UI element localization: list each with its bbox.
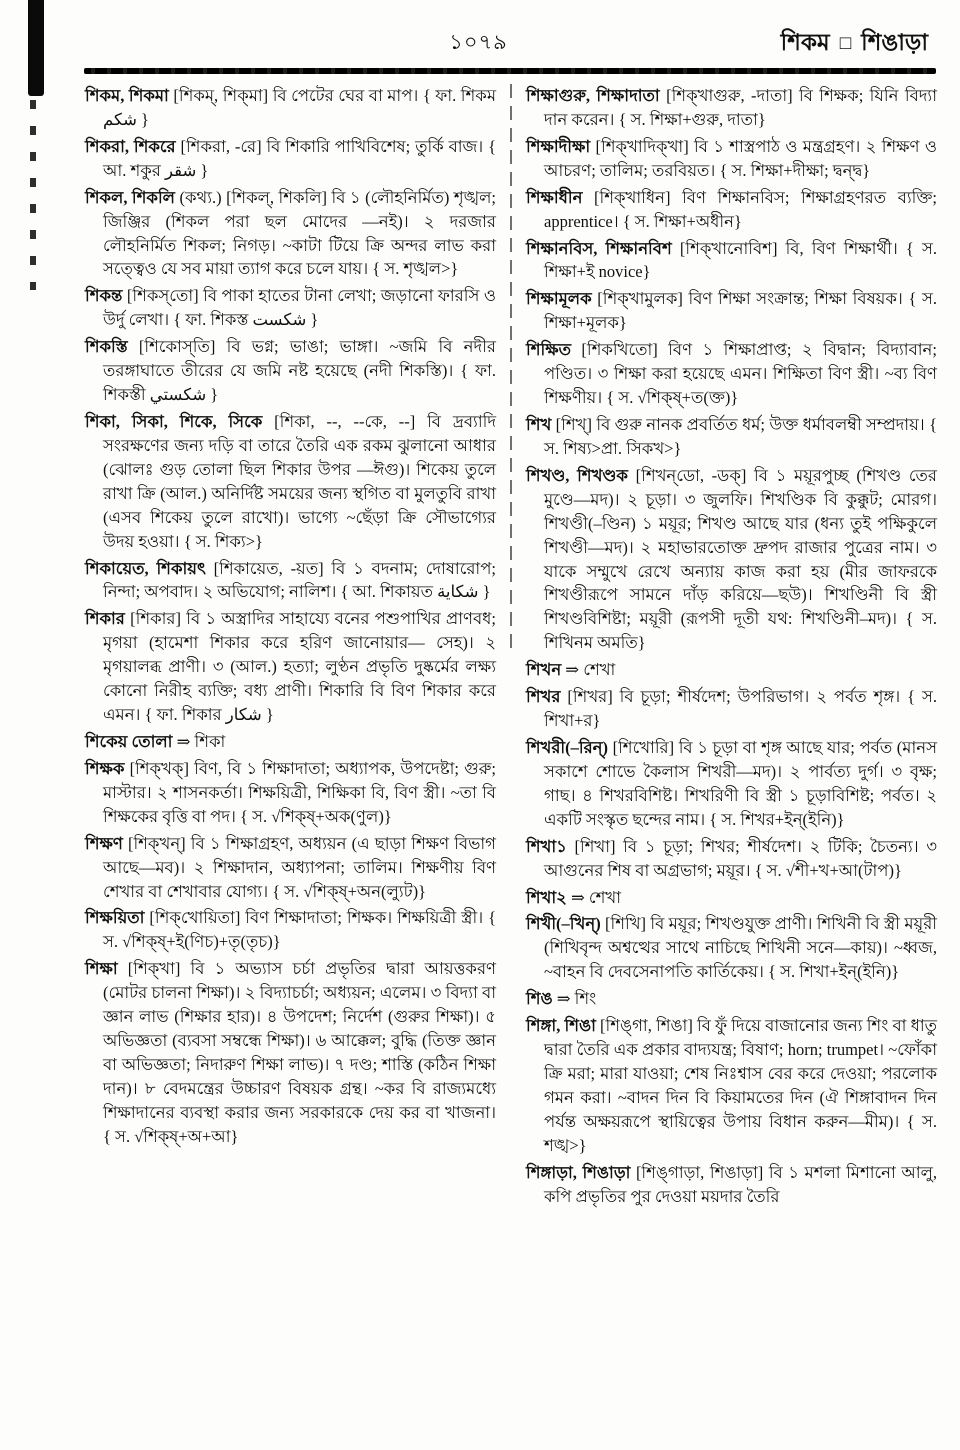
entry-body: [শিখা] বি ১ চূড়া; শিখর; শীর্ষদেশ। ২ টিকি; চৈতন্য। ৩ আগুনের শিষ বা অগ্রভাগ; ময়ূর। { স. √শী+খ+আ(টাপ)} xyxy=(544,836,937,880)
entry-body: [শিক্‌খানোবিশ] বি, বিণ শিক্ষার্থী। { স. শিক্ষা+ই novice} xyxy=(544,238,937,282)
guide-words xyxy=(781,24,928,63)
dictionary-entry xyxy=(526,685,937,733)
entry-body: [শিকোস্‌তি] বি ভগ্ন; ভাঙা; ভাঙ্গা। ~জমি বি নদীর তরঙ্গাঘাতে তীরের যে জমি নষ্ট হয়েছে (নদী শিকস্তি)। { ফা. শিকস্তী شكستي } xyxy=(103,337,496,405)
binding-mark xyxy=(28,0,44,96)
headword: শিখা১ xyxy=(526,836,567,856)
headword: শিকন্ত xyxy=(85,286,123,306)
headword: শিক্ষণ xyxy=(85,833,123,853)
text-columns xyxy=(85,84,937,1430)
binding-mark-dashes xyxy=(30,100,36,290)
dictionary-entry xyxy=(526,987,937,1011)
entry-body: [শিকস্‌তো] বি পাকা হাতের টানা লেখা; জড়ানো ফারসি ও উর্দু লেখা। { ফা. শিকস্ত شكست } xyxy=(103,286,496,330)
dictionary-entry xyxy=(526,84,937,132)
entry-body: ⇒ শিং xyxy=(552,989,597,1009)
dictionary-entry xyxy=(526,464,937,655)
headword: শিক্ষাদীক্ষা xyxy=(526,136,591,156)
entry-body: [শিখোরি] বি ১ চূড়া বা শৃঙ্গ আছে যার; পর্বত (মানস সকাশে শোভে কৈলাস শিখরী—মদ)। ২ পার্বত্য দুর্গ। ৩ বৃক্ষ; গাছ। ৪ শিখরবিশিষ্ট। শিখরিণী বি স্ত্রী ১ চূড়াবিশিষ্ট; পর্বত। ২ একটি সংস্কৃত ছন্দের নাম। { স. শিখর+ইন্(ইনি)} xyxy=(544,737,937,829)
entry-body: [শিকরা, -রে] বি শিকারি পাখিবিশেষ; তুর্কি বাজ। { আ. শকুর شقر } xyxy=(103,136,496,180)
entry-body: [শিকায়েত, -য়ত] বি ১ বদনাম; দোষারোপ; নিন্দা; অপবাদ। ২ অভিযোগ; নালিশ। { আ. শিকায়ত شكاية } xyxy=(103,558,496,602)
entry-body: [শিক্‌খক্] বিণ, বি ১ শিক্ষাদাতা; অধ্যাপক, উপদেষ্টা; গুরু; মাস্টার। ২ শাসনকর্তা। শিক্ষয়িত্রী, শিক্ষিকা বি, বিণ স্ত্রী। ~তা বি শিক্ষকের বৃত্তি বা পদ। { স. √শিক্ষ্+অক(ণুল)} xyxy=(103,758,496,826)
entry-body: [শিক্‌খা] বি ১ অভ্যাস চর্চা প্রভৃতির দ্বারা আয়ত্তকরণ (মোটর চালনা শিক্ষা)। ২ বিদ্যাচর্চা; অধ্যয়ন; এলেম। ৩ বিদ্যা বা জ্ঞান লাভ (শিক্ষার হার)। ৪ উপদেশ; নির্দেশ (গুরুর শিক্ষা)। ৫ অভিজ্ঞতা (ব্যবসা সম্বন্ধে শিক্ষা)। ৬ আক্কেল; বুদ্ধি (তিক্ত জ্ঞান বা অভিজ্ঞতা; নিদারুণ শিক্ষা লাভ)। ৭ দণ্ড; শাস্তি (কঠিন শিক্ষা দান)। ৮ বেদমন্ত্রের উচ্চারণ বিষয়ক গ্রন্থ। ~কর বি রাজ্যমধ্যে শিক্ষাদানের ব্যবস্থা করার জন্য সরকারকে দেয় কর বা খাজনা। { স. √শিক্ষ্+অ+আ} xyxy=(103,959,496,1146)
headword: শিক্ষানবিস, শিক্ষানবিশ xyxy=(526,238,672,258)
dictionary-entry xyxy=(526,237,937,285)
entry-body: [শিক্‌খাধিন] বিণ শিক্ষানবিস; শিক্ষাগ্রহণরত ব্যক্তি; apprentice। { স. শিক্ষা+অধীন} xyxy=(544,187,937,231)
dictionary-entry xyxy=(526,736,937,832)
headword: শিকায়েত, শিকায়ৎ xyxy=(85,558,206,578)
entry-body: [শিকা, --, --কে, --] বি দ্রব্যাদি সংরক্ষণের জন্য দড়ি বা তারে তৈরি এক রকম ঝুলানো আধার (ঝোলঃ গুড় তোলা ছিল শিকার উপর —ঈগু)। শিকেয় তুলে রাখা ক্রি (আল.) অনির্দিষ্ট সময়ের জন্য স্থগিত বা মুলতুবি রাখা (এসব শিকেয় তুলে রাখো)। ভাগ্যে ~ছেঁড়া ক্রি সৌভাগ্যের উদয় হওয়া। { স. শিক্য>} xyxy=(103,411,496,551)
headword: শিকম, শিকমা xyxy=(85,86,169,105)
headword: শিক্ষক xyxy=(85,758,125,778)
dictionary-entry xyxy=(526,186,937,234)
header-rule xyxy=(84,68,936,74)
entry-body: [শিক্‌খন্] বি ১ শিক্ষাগ্রহণ, অধ্যয়ন (এ ছাড়া শিক্ষণ বিভাগ আছে—মব)। ২ শিক্ষাদান, অধ্যাপনা; তালিম। শিক্ষণীয় বিণ শেখার বা শেখাবার যোগ্য। { স. √শিক্ষ্+অন(ল্যুট)} xyxy=(103,833,496,901)
dictionary-entry xyxy=(85,957,496,1148)
entry-body: (কথ্য.) [শিকল্, শিকলি] বি ১ (লৌহনির্মিত) শৃঙ্খল; জিঞ্জির (শিকল পরা ছল মোদের —নই)। ২ দরজার লৌহনির্মিত শিকল; নিগড়। ~কাটা টিয়ে ক্রি অন্দর লাভ করা সত্ত্বেও যে সব মায়া ত্যাগ করে চলে যায়। { স. শৃঙ্খল>} xyxy=(103,187,496,279)
dictionary-entry xyxy=(526,1161,937,1209)
dictionary-entry xyxy=(85,335,496,407)
headword: শিখা২ xyxy=(526,887,567,907)
entry-body: [শিঙ্‌গাড়া, শিঙাড়া] বি ১ মশলা মিশানো আলু, কপি প্রভৃতির পুর দেওয়া ময়দার তৈরি xyxy=(544,1162,937,1206)
entry-body: ⇒ শেখা xyxy=(566,887,621,907)
dictionary-entry xyxy=(85,757,496,829)
headword: শিক্ষামূলক xyxy=(526,289,592,309)
dictionary-entry xyxy=(526,912,937,984)
entry-body: [শিখর] বি চূড়া; শীর্ষদেশ; উপরিভাগ। ২ পর্বত শৃঙ্গ। { স. শিখা+র} xyxy=(544,687,937,731)
headword: শিকস্তি xyxy=(85,337,128,357)
page-header xyxy=(85,26,932,62)
dictionary-entry xyxy=(526,135,937,183)
entry-body: [শিঙ্‌গা, শিঙা] বি ফুঁ দিয়ে বাজানোর জন্য শিং বা ধাতু দ্বারা তৈরি এক প্রকার বাদ্যযন্ত্র; বিষাণ; horn; trumpet। ~ফোঁকা ক্রি মরা; মারা যাওয়া; শেষ নিঃশ্বাস বের করে দেওয়া; পরলোক গমন করা। ~বাদন দিন বি কিয়ামতের দিন (ঐ শিঙ্গাবাদন দিন পর্যন্ত অক্ষয়রূপে স্থায়িত্বের উপায় বিধান করুন—মীম)। { স. শঙ্খ>} xyxy=(544,1016,937,1155)
entry-body: [শিখন্‌ডো, -ডক্] বি ১ ময়ূরপুচ্ছ (শিখণ্ড তের মুণ্ডে—মদ)। ২ চূড়া। ৩ জুলফি। শিখণ্ডিক বি কুক্কুট; মোরগ। শিখণ্ডী(–ণ্ডিন) ১ ময়ূর; শিখণ্ড আছে যার (ধন্য তুই পক্ষিকুলে শিখণ্ডী—মদ)। ২ মহাভারতোক্ত দ্রুপদ রাজার পুত্রের নাম। ৩ যাকে সম্মুখে রেখে অন্যায় কাজ করা হয় (মীর জাফরকে শিখণ্ডীরূপে সামনে দাঁড় করিয়ে—ছউ)। শিখণ্ডিনী বি স্ত্রী শিখণ্ডবিশিষ্টা; ময়ূরী (রূপসী দূতী যথ: শিখণ্ডিনী–মদ)। { স. শিখিনম অমতি} xyxy=(544,465,937,653)
dictionary-entry xyxy=(85,284,496,332)
entry-body: [শিক্‌খোয়িতা] বিণ শিক্ষাদাতা; শিক্ষক। শিক্ষয়িত্রী স্ত্রী। { স. √শিক্ষ্+ই(ণিচ)+তৃ(তৃচ)} xyxy=(103,908,496,952)
entry-body: [শিখি] বি ময়ূর; শিখণ্ডযুক্ত প্রাণী। শিখিনী বি স্ত্রী ময়ূরী (শিখিবৃন্দ অশ্বত্থের সাথে নাচিছে শিখিনী সনে—কায়)। ~ধ্বজ, ~বাহন বি দেবসেনাপতি কার্তিকেয়। { স. শিখা+ইন্(ইনি)} xyxy=(544,914,937,982)
dictionary-entry xyxy=(526,658,937,682)
column-left xyxy=(85,84,496,1430)
headword: শিখন xyxy=(526,660,562,680)
headword: শিকল, শিকলি xyxy=(85,187,175,207)
entry-body: [শিকখিতো] বিণ ১ শিক্ষাপ্রাপ্ত; ২ বিদ্বান; বিদ্যাবান; পণ্ডিত। ৩ শিক্ষা করা হয়েছে এমন। শিক্ষিতা বিণ স্ত্রী। ~ব্য বিণ শিক্ষণীয়। { স. √শিক্ষ্+ত(ক্ত)} xyxy=(544,340,937,408)
headword: শিকরা, শিকরে xyxy=(85,136,176,156)
column-right xyxy=(526,84,937,1430)
headword: শিক্ষিত xyxy=(526,340,571,360)
entry-body: [শিকার] বি ১ অস্ত্রাদির সাহায্যে বনের পশুপাখির প্রাণবধ; মৃগয়া (হামেশা শিকার করে হরিণ জানোয়ার— সেহ)। ২ মৃগয়ালব্ধ প্রাণী। ৩ (আল.) হত্যা; লুণ্ঠন প্রভৃতি দুষ্কর্মের লক্ষ্য কোনো নিরীহ ব্যক্তি; বধ্য প্রাণী। শিকারি বি বিণ শিকার করে এমন। { ফা. শিকার شكار } xyxy=(103,609,496,725)
headword: শিখ xyxy=(526,414,552,434)
headword: শিখণ্ড, শিখণ্ডক xyxy=(526,465,628,485)
dictionary-entry xyxy=(526,287,937,335)
dictionary-entry xyxy=(85,84,496,132)
entry-body: [শিক্‌খাগুরু, -দাতা] বি শিক্ষক; যিনি বিদ্যা দান করেন। { স. শিক্ষা+গুরু, দাতা} xyxy=(544,86,937,129)
entry-body: [শিকম্, শিক্‌মা] বি পেটের ঘের বা মাপ। { ফা. শিকম شكم } xyxy=(103,86,496,129)
headword: শিকেয় তোলা xyxy=(85,731,173,751)
page-number: ১০৭৯ xyxy=(449,30,508,54)
dictionary-entry xyxy=(526,413,937,461)
headword: শিক্ষা xyxy=(85,959,118,979)
square-separator-icon: □ xyxy=(839,33,852,54)
headword: শিঙ xyxy=(526,989,553,1009)
headword: শিকা, সিকা, শিকে, সিকে xyxy=(85,411,263,431)
dictionary-entry xyxy=(85,730,496,754)
dictionary-entry xyxy=(85,906,496,954)
headword: শিঙ্গা, শিঙা xyxy=(526,1016,596,1036)
headword: শিকার xyxy=(85,609,125,629)
guide-word-last: শিঙাড়া xyxy=(861,30,928,55)
entry-body: ⇒ শেখা xyxy=(561,660,616,680)
dictionary-entry xyxy=(85,557,496,605)
dictionary-entry xyxy=(526,338,937,410)
entry-body: ⇒ শিকা xyxy=(172,731,226,751)
headword: শিখর xyxy=(526,687,561,707)
entry-body: [শিক্‌খাদিক্‌খা] বি ১ শাস্ত্রপাঠ ও মন্ত্রগ্রহণ। ২ শিক্ষণ ও আচরণ; তালিম; তরবিয়ত। { স. শিক্ষা+দীক্ষা; দ্বন্দ্ব} xyxy=(544,136,937,180)
headword: শিঙ্গাড়া, শিঙাড়া xyxy=(526,1162,631,1182)
dictionary-entry xyxy=(85,410,496,554)
entry-body: [শিক্‌খামুলক] বিণ শিক্ষা সংক্রান্ত; শিক্ষা বিষয়ক। { স. শিক্ষা+মূলক} xyxy=(544,289,937,333)
headword: শিক্ষাগুরু, শিক্ষাদাতা xyxy=(526,86,660,105)
guide-word-first: শিকম xyxy=(780,30,830,55)
dictionary-entry xyxy=(85,135,496,183)
headword: শিক্ষাধীন xyxy=(526,187,583,207)
dictionary-entry xyxy=(526,1014,937,1158)
headword: শিক্ষয়িতা xyxy=(85,908,145,928)
entry-body: [শিখ্] বি গুরু নানক প্রবর্তিত ধর্ম; উক্ত ধর্মাবলম্বী সম্প্রদায়। { স. শিষ্য>প্রা. সিকখ>} xyxy=(544,414,937,458)
dictionary-entry xyxy=(526,886,937,910)
dictionary-entry xyxy=(526,835,937,883)
dictionary-entry xyxy=(85,607,496,727)
dictionary-entry xyxy=(85,832,496,904)
headword: শিখী(–খিন্) xyxy=(526,914,601,934)
column-divider xyxy=(510,84,512,649)
headword: শিখরী(–রিন্) xyxy=(526,737,608,757)
dictionary-entry xyxy=(85,186,496,282)
